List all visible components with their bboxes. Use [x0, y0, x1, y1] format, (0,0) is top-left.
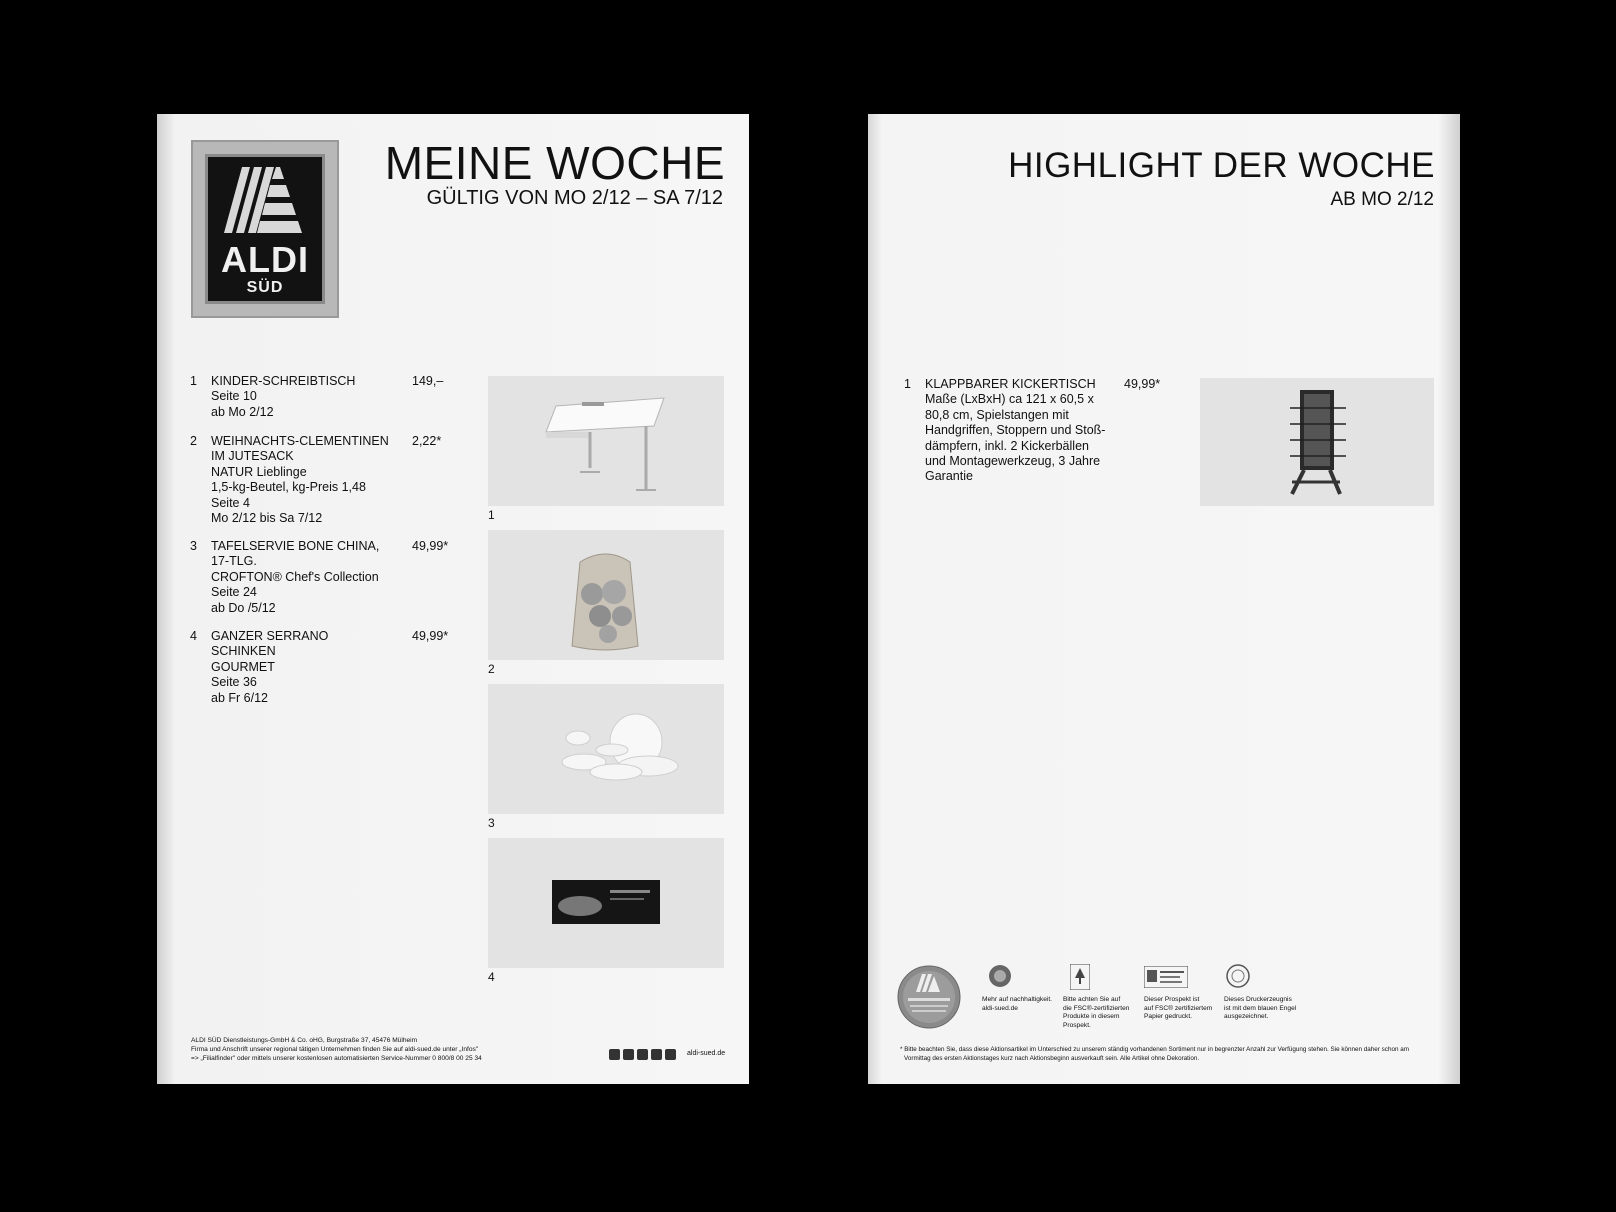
cert-text: Dieser Prospekt ist auf FSC® zertifiziertem Papier gedruckt.: [1144, 996, 1213, 1021]
left-page: [157, 114, 749, 1084]
item-price: 149,–: [412, 374, 444, 388]
cert-text: Dieses Druckerzeugnis ist mit dem blauen Engel ausgezeichnet.: [1224, 996, 1297, 1021]
item-price: 49,99*: [1124, 377, 1161, 391]
image-caption: 3: [488, 816, 495, 830]
climate-neutral-seal-icon: [896, 964, 962, 1030]
fsc-logo-icon: [1070, 964, 1090, 990]
product-image-clementines: [488, 530, 724, 660]
cert-text: Mehr auf nachhaltigkeit. aldi-sued.de: [982, 996, 1053, 1012]
cert-text: Bitte achten Sie auf die FSC®-zertifizierten Produkte in diesem Prospekt.: [1063, 996, 1130, 1029]
right-page: [868, 114, 1460, 1084]
aldi-sued-logo: [191, 140, 339, 318]
logo-brand: ALDI: [221, 239, 309, 280]
product-image-desk: [488, 376, 724, 506]
highlight-list: 1 KLAPPBARER KICKERTISCH Maße (LxBxH) ca 121 x 60,5 x 80,8 cm, Spielstangen mit Handgriffen, Stoppern und Stoß- dämpfern, inkl. 2 Kickerbällen und Montagewerkzeug, 3 Jahre Garantie 49,99*: [904, 377, 1161, 484]
aldi-stripes-icon: [222, 163, 308, 239]
page-title: HIGHLIGHT DER WOCHE: [1008, 146, 1435, 185]
social-icons: [609, 1049, 676, 1060]
footer-url[interactable]: aldi-sued.de: [687, 1050, 726, 1057]
clementine-bag-icon: [488, 530, 724, 660]
tableware-icon: [488, 684, 724, 814]
fsc-recycled-logo-icon: [1144, 966, 1188, 988]
item-price: 2,22*: [412, 434, 442, 448]
company-footer: ALDI SÜD Dienstleistungs-GmbH & Co. oHG, Burgstraße 37, 45476 Mülheim Firma und Anschrift unserer regional tätigen Unternehmen finden Sie auf aldi-sued.de unter „Infos" => „Filialfinder" oder mittels unserer kostenlosen automatisierten Service-Nummer 0 800/8 00 25 34: [191, 1037, 482, 1062]
sustainability-badge-icon: [988, 964, 1012, 988]
app-icon[interactable]: [665, 1049, 676, 1060]
item-price: 49,99*: [412, 539, 449, 553]
disclaimer: * Bitte beachten Sie, dass diese Aktionsartikel im Unterschied zu unserem ständig vorhandenen Sortiment nur in begrenzter Anzahl zur Verfügung stehen. Sie können daher schon am Vormittag des ersten Aktionstages kurz nach Aktionsbeginn ausverkauft sein. Alle Artikel ohne Dekoration.: [900, 1046, 1409, 1062]
page-subtitle: GÜLTIG VON MO 2/12 – SA 7/12: [426, 187, 723, 209]
product-image-ham: [488, 838, 724, 968]
product-image-kicker: [1200, 378, 1434, 506]
blue-angel-icon: [1226, 964, 1250, 988]
kicker-table-icon: [1200, 378, 1434, 506]
page-subtitle: AB MO 2/12: [1330, 189, 1434, 210]
image-caption: 1: [488, 508, 495, 522]
page-title: MEINE WOCHE: [384, 137, 725, 189]
youtube-icon[interactable]: [623, 1049, 634, 1060]
offer-list: 1 KINDER-SCHREIBTISCH Seite 10 ab Mo 2/12 149,– 2 WEIHNACHTS-CLEMENTINEN IM JUTESACK NATUR Lieblinge 1,5-kg-Beutel, kg-Preis 1,48 Seite 4 Mo 2/12 bis Sa 7/12 2,22* 3 TAFELSERVIE BONE CHINA, 17-TLG. CROFTON® Chef's Collection Seite 24 ab Do /5/12 49,99* 4 GANZER SERRANO SCHINKEN GOURMET Seite 36 ab Fr 6/12 49,99*: [190, 374, 449, 705]
ham-box-icon: [488, 838, 724, 968]
product-image-tableware: [488, 684, 724, 814]
item-price: 49,99*: [412, 629, 449, 643]
pinterest-icon[interactable]: [651, 1049, 662, 1060]
instagram-icon[interactable]: [637, 1049, 648, 1060]
image-caption: 2: [488, 662, 495, 676]
desk-icon: [488, 376, 724, 506]
logo-region: SÜD: [246, 279, 284, 296]
image-caption: 4: [488, 970, 495, 984]
facebook-icon[interactable]: [609, 1049, 620, 1060]
